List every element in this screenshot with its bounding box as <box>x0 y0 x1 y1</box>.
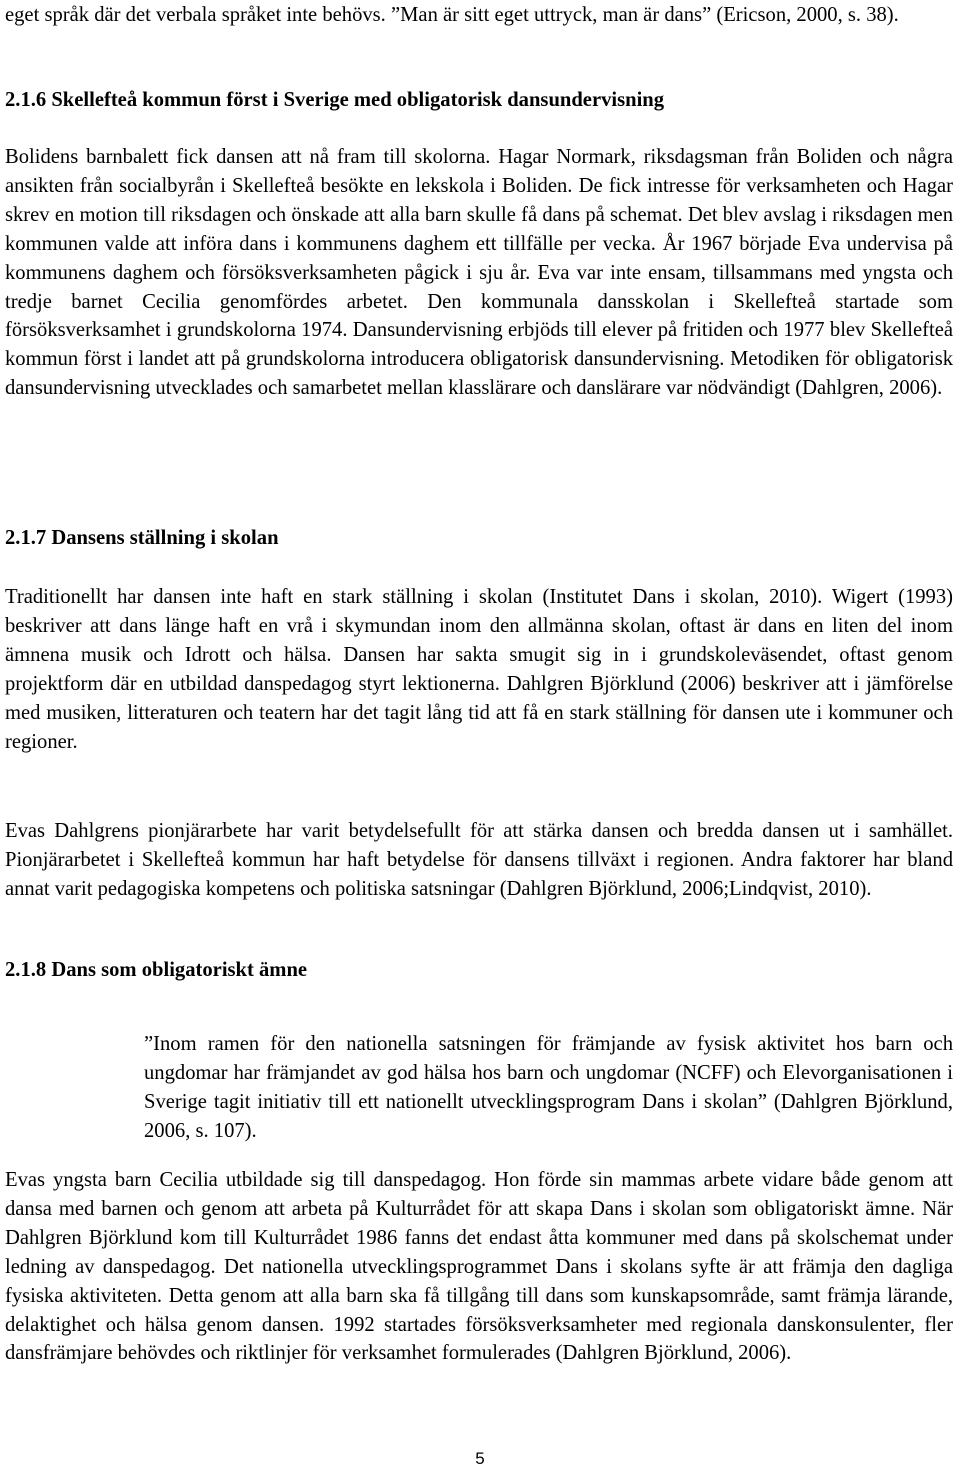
section-heading-2-1-6: 2.1.6 Skellefteå kommun först i Sverige med obligatorisk dansundervisning <box>5 89 665 111</box>
paragraph-skelleftea: Bolidens barnbalett fick dansen att nå fram till skolorna. Hagar Normark, riksdagsman från Boliden och några ansikten från socialbyrån i Skellefteå besökte en lekskola i Boliden. De fick intresse för verksamheten och Hagar skrev en motion till riksdagen och önskade att alla barn skulle få dans på schemat. Det blev avslag i riksdagen men kommunen valde att införa dans i kommunens daghem ett tillfälle per vecka. År 1967 började Eva undervisa på kommunens daghem och försöksverksamheten pågick i sju år. Eva var inte ensam, tillsammans med yngsta och tredje barnet Cecilia genomfördes arbetet. Den kommunala dansskolan i Skellefteå startade som försöksverksamhet i grundskolorna 1974. Dansundervisning erbjöds till elever på fritiden och 1977 blev Skellefteå kommun först i landet att på grundskolorna introducera obligatorisk dansundervisning. Metodiken för obligatorisk dansundervisning utvecklades och samarbetet mellan klasslärare och danslärare var nödvändigt (Dahlgren, 2006). <box>5 146 953 400</box>
paragraph-dansens-stallning: Traditionellt har dansen inte haft en stark ställning i skolan (Institutet Dans i skolan, 2010). Wigert (1993) beskriver att dans länge haft en vrå i skymundan inom den allmänna skolan, oftast är dans en liten del inom ämnena musik och Idrott och hälsa. Dansen har sakta smugit sig in i grundskoleväsendet, oftast genom projektform där en utbildad danspedagog styrt lektionerna. Dahlgren Björklund (2006) beskriver att i jämförelse med musiken, litteraturen och teatern har det tagit lång tid att få en stark ställning för dansen ute i kommuner och regioner. <box>5 586 953 753</box>
section-heading-2-1-8: 2.1.8 Dans som obligatoriskt ämne <box>5 959 308 981</box>
continuation-paragraph: eget språk där det verbala språket inte behövs. ”Man är sitt eget uttryck, man är dans” (Ericson, 2000, s. 38). <box>5 4 899 26</box>
paragraph-cecilia: Evas yngsta barn Cecilia utbildade sig till danspedagog. Hon förde sin mammas arbete vidare både genom att dansa med barnen och genom att arbeta på Kulturrådet för att skapa Dans i skolan som obligatoriskt ämne. När Dahlgren Björklund kom till Kulturrådet 1986 fanns det endast åtta kommuner med dans på skolschemat under ledning av danspedagog. Det nationella utvecklingsprogrammet Dans i skolans syfte är att främja den dagliga fysiska aktiviteten. Detta genom att alla barn ska få tillgång till dans som kunskapsområde, samt främja lärande, delaktighet och hälsa genom dansen. 1992 startades försöksverksamheter med regionala danskonsulenter, fler dansfrämjare behövdes och riktlinjer för verksamhet formulerades (Dahlgren Björklund, 2006). <box>5 1169 953 1365</box>
block-quote: ”Inom ramen för den nationella satsningen för främjande av fysisk aktivitet hos barn och ungdomar har främjandet av god hälsa hos barn och ungdomar (NCFF) och Elevorganisationen i Sverige tagit initiativ till ett nationellt utvecklingsprogram Dans i skolan” (Dahlgren Björklund, 2006, s. 107). <box>144 1033 953 1142</box>
paragraph-pionjararbete: Evas Dahlgrens pionjärarbete har varit betydelsefullt för att stärka dansen och bredda dansen ut i samhället. Pionjärarbetet i Skellefteå kommun har haft betydelse för dansens tillväxt i regionen. Andra faktorer har bland annat varit pedagogiska kompetens och politiska satsningar (Dahlgren Björklund, 2006;Lindqvist, 2010). <box>5 820 953 900</box>
document-page <box>5 0 953 1473</box>
section-heading-2-1-7: 2.1.7 Dansens ställning i skolan <box>5 527 279 549</box>
page-number: 5 <box>475 1449 485 1468</box>
